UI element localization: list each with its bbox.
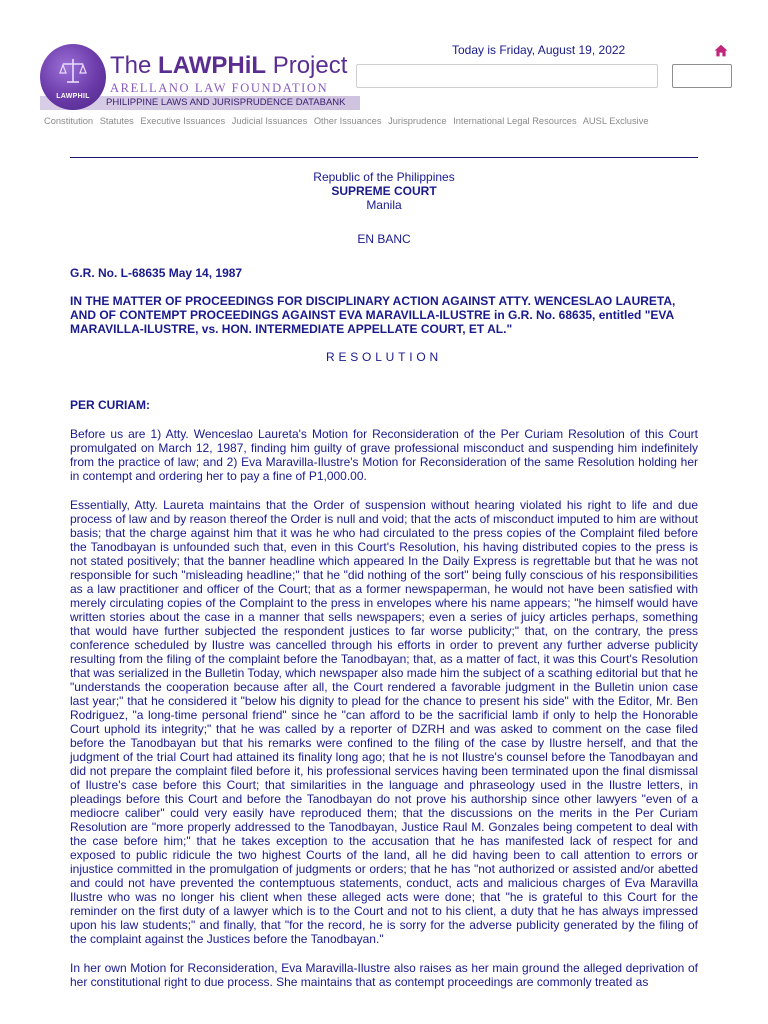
scales-of-justice-icon	[58, 56, 88, 86]
logo-emblem-text: LAWPHIL	[56, 93, 90, 100]
logo-subtitle: ARELLANO LAW FOUNDATION	[110, 81, 329, 95]
home-icon[interactable]	[714, 44, 728, 57]
logo-title-prefix: The	[110, 52, 159, 79]
search-input[interactable]	[356, 64, 658, 88]
nav-item-other-issuances[interactable]: Other Issuances	[313, 116, 382, 126]
nav-item-ausl-exclusive[interactable]: AUSL Exclusive	[582, 116, 649, 126]
search-button[interactable]	[672, 64, 732, 88]
nav-item-constitution[interactable]: Constitution	[44, 116, 94, 126]
case-number: G.R. No. L-68635 May 14, 1987	[70, 266, 243, 280]
nav-item-judicial-issuances[interactable]: Judicial Issuances	[231, 116, 308, 126]
current-date: Today is Friday, August 19, 2022	[452, 43, 626, 57]
nav-item-executive-issuances[interactable]: Executive Issuances	[140, 116, 226, 126]
division: EN BANC	[357, 232, 411, 246]
paragraph: Before us are 1) Atty. Wenceslao Laureta's Motion for Reconsideration of the Per Curiam Resolution of this Court promulgated on March 12, 1987, finding him guilty of grave professional misconduct and suspending him indefinitely from the practice of law; and 2) Eva Maravilla-Ilustre's Motion for Reconsideration of the same Resolution holding her in contempt and ordering her to pay a fine of P1,000.00.	[70, 427, 698, 483]
logo-title	[110, 52, 347, 80]
per-curiam-heading: PER CURIAM:	[70, 398, 150, 412]
nav-item-jurisprudence[interactable]: Jurisprudence	[388, 116, 447, 126]
case-title: IN THE MATTER OF PROCEEDINGS FOR DISCIPLINARY ACTION AGAINST ATTY. WENCESLAO LAURETA, AND OF CONTEMPT PROCEEDINGS AGAINST EVA MARAVILLA-ILUSTRE in G.R. No. 68635, entitled "EVA MARAVILLA-ILUSTRE, vs. HON. INTERMEDIATE APPELLATE COURT, ET AL."	[70, 294, 676, 336]
resolution-heading: RESOLUTION	[325, 350, 442, 364]
logo-title-brand: LAWPHiL	[158, 52, 267, 79]
court-name: SUPREME COURT	[331, 184, 437, 198]
court-city: Manila	[366, 198, 402, 212]
main-navigation	[44, 116, 734, 126]
decision-document	[70, 170, 698, 989]
lawphil-logo[interactable]	[40, 40, 360, 114]
logo-band-text: PHILIPPINE LAWS AND JURISPRUDENCE DATABANK	[106, 97, 346, 108]
paragraph: Essentially, Atty. Laureta maintains that the Order of suspension without hearing violated his right to life and due process of law and by reason thereof the Order is null and void; that the acts of misconduct imputed to him are without basis; that the charge against him that it was he who had circulated to the press copies of the Complaint filed before the Tanodbayan is unfounded such that, even in this Court's Resolution, his having distributed copies to the press is not stated positively; that the banner headline which appeared In the Daily Express is regrettable but that he was not responsible for such "misleading headline;" that he "did nothing of the sort" being fully conscious of his responsibilities as a law practitioner and officer of the Court; that as a former newspaperman, he would not have been satisfied with merely circulating copies of the Complaint to the press in envelopes where his name appears; "he himself would have written stories about the case in a manner that sells newspapers; even a series of juicy articles perhaps, something that would have further subjected the respondent justices to far worse publicity;" that, on the contrary, the press conference scheduled by Ilustre was cancelled through his efforts in order to prevent any further adverse publicity resulting from the filing of the complaint before the Tanodbayan; that, as a matter of fact, it was this Court's Resolution that was serialized in the Bulletin Today, which newspaper also made him the subject of a scathing editorial but that he "understands the cooperation because after all, the Court rendered a favorable judgment in the Bulletin union case last year;" that he considered it "below his dignity to plead for the chance to present his side" with the Editor, Mr. Ben Rodriguez, "a long-time personal friend" since he "can afford to be the sacrificial lamb if only to help the Honorable Court uphold its integrity;" that he was called by a reporter of DZRH and was asked to comment on the case filed before the Tanodbayan but that his remarks were confined to the filing of the case by Ilustre herself, and that the judgment of the trial Court had attained its finality long ago; that he is not Ilustre's counsel before the Tanodbayan and did not prepare the complaint filed before it, his professional services having been terminated upon the final dismissal of Ilustre's case before this Court; that similarities in the language and phraseology used in the Ilustre letters, in pleadings before this Court and before the Tanodbayan do not prove his authorship since other lawyers "even of a mediocre caliber" could very easily have reproduced them; that the discussions on the merits in the Per Curiam Resolution are "more properly addressed to the Tanodbayan, Justice Raul M. Gonzales being competent to deal with the case before him;" that he takes exception to the accusation that he has manifested lack of respect for and exposed to public ridicule the two highest Courts of the land, all he did having been to call attention to errors or injustice committed in the promulgation of judgments or orders; that he has "not authorized or assisted and/or abetted and could not have prevented the contemptuous statements, conduct, acts and malicious charges of Eva Maravilla Ilustre who was no longer his client when these alleged acts were done; that "he is grateful to this Court for the reminder on the first duty of a lawyer which is to the Court and not to his client, a duty that he has always impressed upon his law students;" and finally, that "for the record, he is sorry for the adverse publicity generated by the filing of the complaint against the Justices before the Tanodbayan."	[70, 498, 698, 946]
paragraph: In her own Motion for Reconsideration, Eva Maravilla-Ilustre also raises as her main ground the alleged deprivation of her constitutional right to due process. She maintains that as contempt proceedings are commonly treated as	[70, 961, 698, 989]
logo-emblem	[40, 44, 106, 110]
nav-item-international-legal-resources[interactable]: International Legal Resources	[453, 116, 577, 126]
republic-line: Republic of the Philippines	[313, 170, 455, 184]
logo-title-suffix: Project	[266, 52, 348, 79]
header-divider	[70, 157, 698, 158]
nav-item-statutes[interactable]: Statutes	[99, 116, 134, 126]
